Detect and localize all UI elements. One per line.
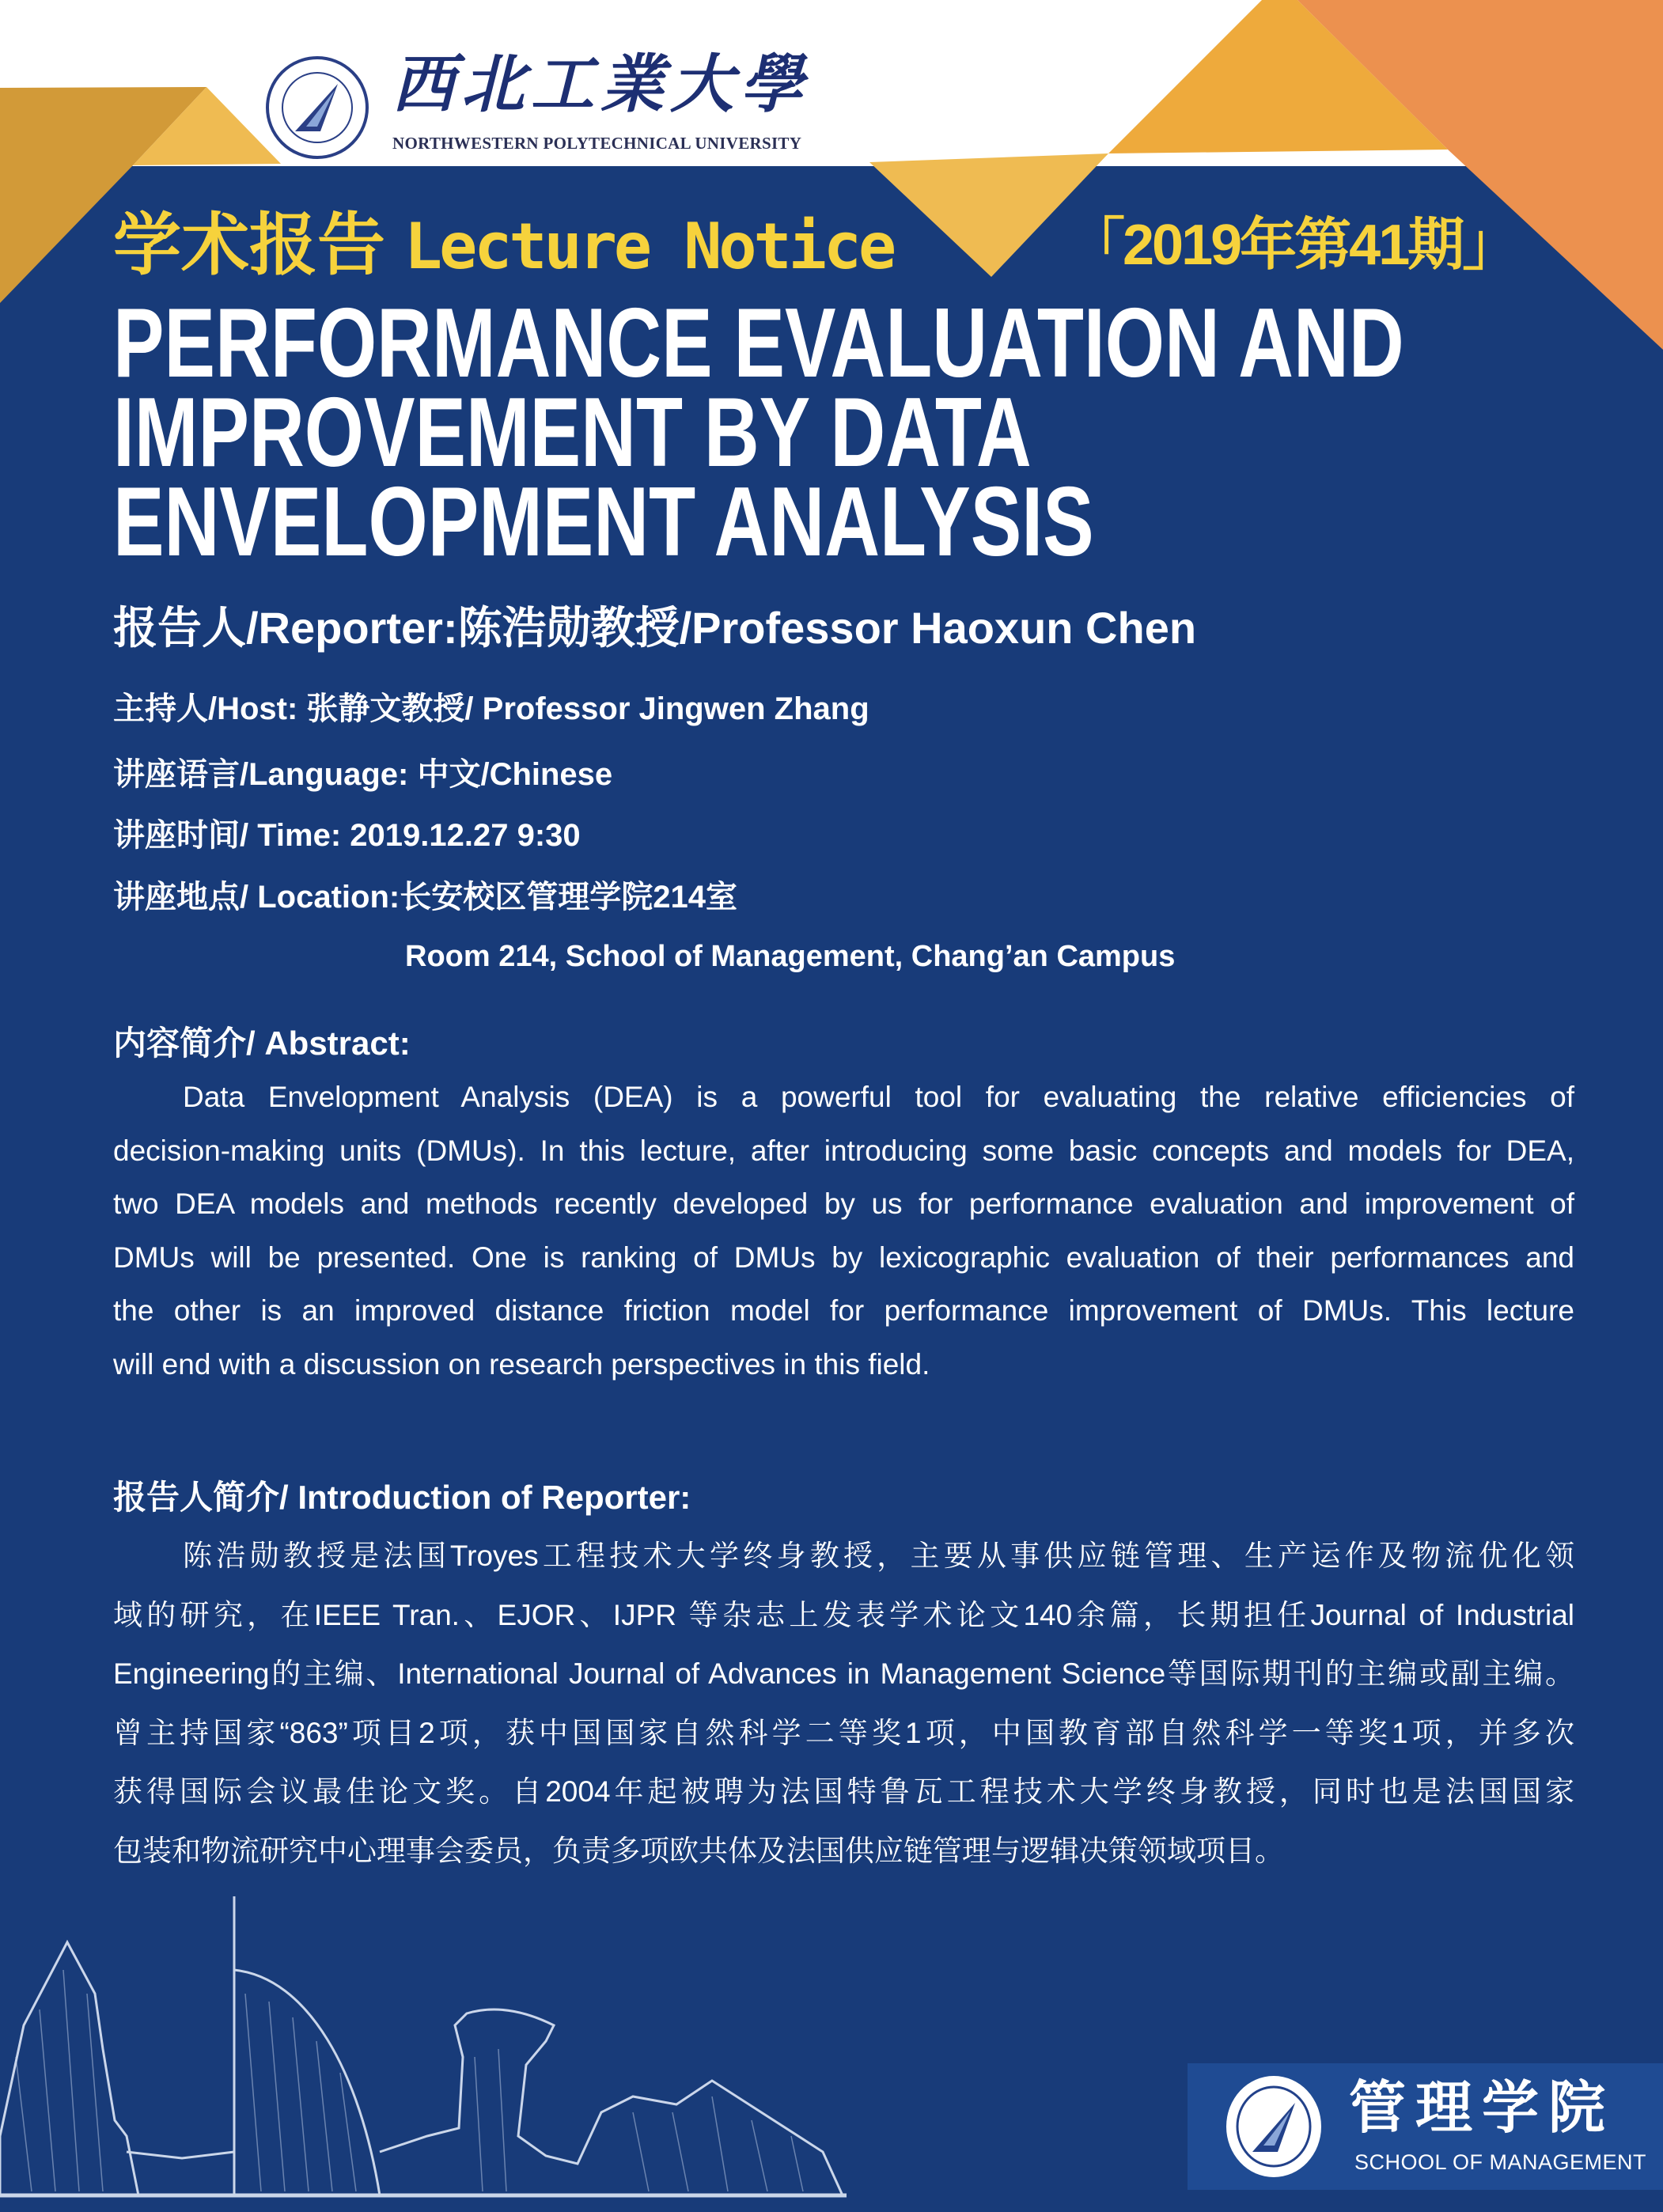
intro-line: 获得国际会议最佳论文奖。自2004年起被聘为法国特鲁瓦工程技术大学终身教授，同时也是法国国家 (113, 1775, 1574, 1808)
school-name-cn: 管理学院 (1349, 2074, 1616, 2141)
intro-line: 域的研究，在IEEE Tran.、EJOR、IJPR 等杂志上发表学术论文140余篇，长期担任Journal of Industrial (113, 1598, 1574, 1631)
school-name-en: SCHOOL OF MANAGEMENT (1354, 2150, 1647, 2174)
host-line: 主持人/Host: 张静文教授/ Professor Jingwen Zhang (113, 691, 869, 726)
intro-line: 曾主持国家“863”项目2项，获中国国家自然科学二等奖1项，中国教育部自然科学一等奖1项，并多次 (113, 1716, 1574, 1749)
abstract-line: decision-making units (DMUs). In this lecture, after introducing some basic concepts and models for DEA, (113, 1134, 1574, 1167)
abstract-line: the other is an improved distance friction model for performance improvement of DMUs. This lecture (113, 1294, 1574, 1327)
abstract-heading: 内容简介/ Abstract: (113, 1025, 411, 1062)
time-line: 讲座时间/ Time: 2019.12.27 9:30 (113, 818, 581, 853)
location-en-line: Room 214, School of Management, Chang’an Campus (405, 940, 1176, 973)
intro-paragraph (113, 1527, 1574, 1881)
intro-line: 陈浩勋教授是法国Troyes工程技术大学终身教授，主要从事供应链管理、生产运作及物流优化领 (183, 1540, 1574, 1572)
university-name-en: NORTHWESTERN POLYTECHNICAL UNIVERSITY (392, 134, 802, 153)
reporter-line: 报告人/Reporter:陈浩勋教授/Professor Haoxun Chen (113, 603, 1197, 653)
notice-cn: 学术报告 (113, 207, 385, 283)
skyline-hatching (16, 1970, 803, 2191)
title-line: IMPROVEMENT BY DATA (113, 378, 1032, 487)
abstract-line: Data Envelopment Analysis (DEA) is a powerful tool for evaluating the relative efficiencies of (183, 1081, 1574, 1113)
abstract-paragraph (113, 1070, 1574, 1391)
university-seal-logo (265, 55, 369, 160)
university-name-cn: 西北工業大學 (392, 47, 809, 121)
title-line: PERFORMANCE EVALUATION AND (113, 289, 1404, 398)
abstract-line: will end with a discussion on research perspectives in this field. (113, 1347, 930, 1381)
title-line: ENVELOPMENT ANALYSIS (113, 468, 1094, 577)
school-seal-logo (1222, 2073, 1325, 2180)
lecture-title (113, 289, 1404, 577)
lecture-notice-heading (113, 207, 893, 285)
intro-line: Engineering的主编、International Journal of Advances in Management Science等国际期刊的主编或副主编。 (113, 1657, 1574, 1690)
city-skyline-illustration (0, 1896, 847, 2195)
notice-en: Lecture Notice (403, 210, 894, 283)
issue-number: 「2019年第41期」 (1068, 214, 1517, 277)
language-line: 讲座语言/Language: 中文/Chinese (113, 757, 613, 792)
intro-line: 包装和物流研究中心理事会委员，负责多项欧共体及法国供应链管理与逻辑决策领域项目。 (113, 1834, 1284, 1867)
intro-heading: 报告人简介/ Introduction of Reporter: (113, 1479, 691, 1516)
abstract-line: DMUs will be presented. One is ranking of DMUs by lexicographic evaluation of their performances and (113, 1240, 1574, 1274)
location-line: 讲座地点/ Location:长安校区管理学院214室 (113, 880, 737, 915)
abstract-line: two DEA models and methods recently developed by us for performance evaluation and improvement of (113, 1187, 1574, 1220)
